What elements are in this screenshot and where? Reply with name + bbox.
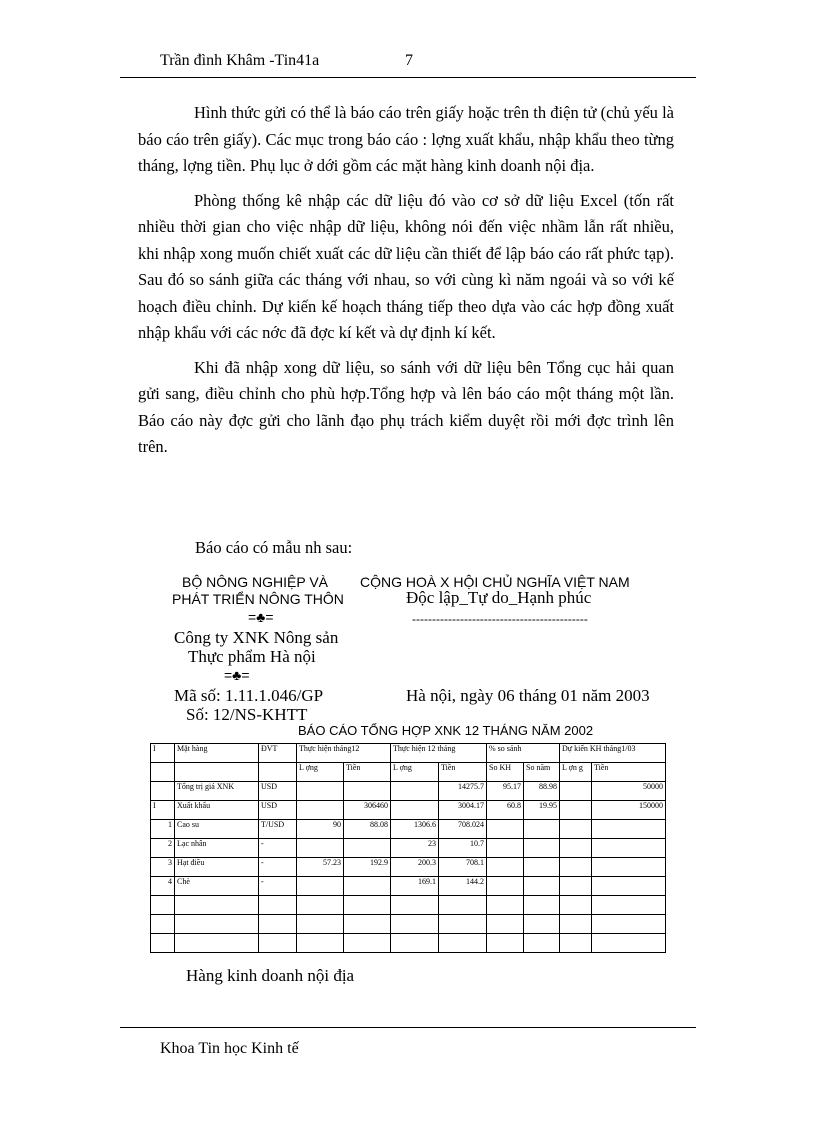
- table-cell: [297, 839, 344, 858]
- table-cell: [560, 820, 592, 839]
- table-cell: T/USD: [259, 820, 297, 839]
- header-cell: Thực hiện tháng12: [297, 744, 391, 763]
- table-cell: [439, 896, 487, 915]
- table-cell: [560, 782, 592, 801]
- table-cell: [592, 896, 666, 915]
- table-cell: [175, 934, 259, 953]
- table-cell: 150000: [592, 801, 666, 820]
- table-cell: [592, 839, 666, 858]
- ornament-2: =♣=: [224, 667, 250, 683]
- table-cell: [560, 801, 592, 820]
- table-cell: [487, 915, 524, 934]
- table-cell: [560, 877, 592, 896]
- table-cell: [524, 858, 560, 877]
- header-cell: ĐVT: [259, 744, 297, 763]
- paragraph-3: Khi đã nhập xong dữ liệu, so sánh với dữ liệu bên Tổng cục hải quan gửi sang, điều chỉnh cho phù hợp.Tổng hợp và lên báo cáo một tháng một lần. Báo cáo này đợc gửi cho lãnh đạo phụ trách kiểm duyệt rồi mới đợc trình lên trên.: [138, 357, 674, 456]
- issue-date: Hà nội, ngày 06 tháng 01 năm 2003: [406, 686, 650, 705]
- table-cell: [592, 820, 666, 839]
- table-cell: [344, 839, 391, 858]
- document-number: Số: 12/NS-KHTT: [186, 705, 308, 724]
- table-cell: [439, 915, 487, 934]
- company-code: Mã số: 1.11.1.046/GP: [174, 686, 324, 705]
- table-cell: -: [259, 839, 297, 858]
- table-cell: [592, 934, 666, 953]
- table-cell: Lạc nhân: [175, 839, 259, 858]
- table-cell: I: [151, 801, 175, 820]
- ornament-1: =♣=: [248, 609, 274, 625]
- table-cell: [344, 782, 391, 801]
- header-rule: [120, 77, 696, 78]
- table-cell: [297, 915, 344, 934]
- table-cell: 169.1: [391, 877, 439, 896]
- table-cell: Hạt điều: [175, 858, 259, 877]
- table-cell: [524, 915, 560, 934]
- table-cell: 1: [151, 820, 175, 839]
- table-cell: [175, 896, 259, 915]
- table-cell: [391, 934, 439, 953]
- footer-rule: [120, 1027, 696, 1028]
- header-cell: Mặt hàng: [175, 744, 259, 763]
- table-cell: 50000: [592, 782, 666, 801]
- table-cell: [297, 896, 344, 915]
- subheader-cell: So KH: [487, 763, 524, 782]
- form-intro: Báo cáo có mẫu nh sau:: [195, 538, 353, 557]
- table-cell: [259, 915, 297, 934]
- table-row: [151, 839, 666, 858]
- table-row: [151, 877, 666, 896]
- table-cell: 1306.6: [391, 820, 439, 839]
- page-footer: Khoa Tin học Kinh tế: [160, 1040, 299, 1057]
- table-cell: [560, 839, 592, 858]
- table-cell: 19.95: [524, 801, 560, 820]
- table-cell: [487, 820, 524, 839]
- table-cell: [439, 934, 487, 953]
- table-subheader-row: [151, 763, 666, 782]
- table-cell: [151, 934, 175, 953]
- subheader-cell: Tiền: [439, 763, 487, 782]
- page-header: [160, 52, 413, 70]
- table-cell: [391, 896, 439, 915]
- header-cell: I: [151, 744, 175, 763]
- body-text: [138, 100, 674, 469]
- table-cell: [524, 934, 560, 953]
- company-line-1: Công ty XNK Nông sản: [174, 628, 339, 647]
- table-cell: 306460: [344, 801, 391, 820]
- table-cell: [344, 915, 391, 934]
- table-cell: [487, 934, 524, 953]
- table-cell: Tổng trị giá XNK: [175, 782, 259, 801]
- table-cell: -: [259, 877, 297, 896]
- table-cell: [592, 915, 666, 934]
- table-cell: 192.9: [344, 858, 391, 877]
- table-cell: [151, 782, 175, 801]
- table-cell: [391, 782, 439, 801]
- table-cell: 90: [297, 820, 344, 839]
- table-cell: [524, 877, 560, 896]
- table-cell: 14275.7: [439, 782, 487, 801]
- table-row: [151, 915, 666, 934]
- subheader-cell: So năm: [524, 763, 560, 782]
- header-cell: Thực hiện 12 tháng: [391, 744, 487, 763]
- table-row: [151, 782, 666, 801]
- paragraph-1: Hình thức gửi có thể là báo cáo trên giấy hoặc trên th điện tử (chủ yếu là báo cáo trên giấy). Các mục trong báo cáo : lợng xuất khẩu, nhập khẩu theo từng tháng, lợng tiền. Phụ lục ở dới gồm các mặt hàng kinh doanh nội địa.: [138, 103, 674, 175]
- table-cell: 10.7: [439, 839, 487, 858]
- table-cell: USD: [259, 782, 297, 801]
- paragraph-2: Phòng thống kê nhập các dữ liệu đó vào cơ sở dữ liệu Excel (tốn rất nhiều thời gian cho việc nhập dữ liệu, không nói đến việc nhầm lẫn rất nhiều, khi nhập xong muốn chiết xuất các dữ liệu cần thiết để lập báo cáo rất phức tạp). Sau đó so sánh giữa các tháng với nhau, so với cùng kì năm ngoái và so với kế hoạch điều chỉnh. Dự kiến kế hoạch tháng tiếp theo dựa vào các hợp đồng xuất nhập khẩu với các nớc đã đợc kí kết và dự định kí kết.: [138, 190, 674, 342]
- report-table: [150, 743, 666, 953]
- table-cell: [560, 934, 592, 953]
- company-line-2: Thực phẩm Hà nội: [188, 647, 316, 666]
- ministry-line-1: BỘ NÔNG NGHIỆP VÀ: [182, 574, 328, 590]
- table-cell: [297, 782, 344, 801]
- table-cell: [487, 858, 524, 877]
- ministry-line-2: PHÁT TRIỂN NÔNG THÔN: [172, 591, 344, 607]
- table-cell: 708.024: [439, 820, 487, 839]
- republic-title: CỘNG HOÀ X HỘI CHỦ NGHĨA VIỆT NAM: [360, 574, 630, 590]
- table-cell: USD: [259, 801, 297, 820]
- table-cell: 3: [151, 858, 175, 877]
- table-row: [151, 858, 666, 877]
- appendix-title: Hàng kinh doanh nội địa: [186, 966, 355, 985]
- table-cell: [344, 896, 391, 915]
- table-row: [151, 896, 666, 915]
- table-cell: [487, 896, 524, 915]
- table-body: [151, 782, 666, 953]
- page-number: 7: [405, 52, 413, 69]
- table-cell: 60.8: [487, 801, 524, 820]
- table-cell: Chè: [175, 877, 259, 896]
- table-cell: [560, 896, 592, 915]
- table-cell: [344, 877, 391, 896]
- table-cell: -: [259, 858, 297, 877]
- table-cell: 23: [391, 839, 439, 858]
- table-cell: 88.98: [524, 782, 560, 801]
- table-cell: [560, 915, 592, 934]
- table-cell: Cao su: [175, 820, 259, 839]
- table-cell: 3004.17: [439, 801, 487, 820]
- table-cell: 200.3: [391, 858, 439, 877]
- motto: Độc lập_Tự do_Hạnh phúc: [406, 588, 592, 607]
- table-cell: [560, 858, 592, 877]
- header-cell: Dự kiến KH tháng1/03: [560, 744, 666, 763]
- subheader-cell: L ợng: [391, 763, 439, 782]
- header-author: Trần đình Khâm -Tin41a: [160, 52, 320, 69]
- table-cell: [592, 858, 666, 877]
- table-cell: 95.17: [487, 782, 524, 801]
- table-cell: [524, 896, 560, 915]
- table-cell: 708.1: [439, 858, 487, 877]
- table-header-row: [151, 744, 666, 763]
- subheader-cell: Tiền: [592, 763, 666, 782]
- table-cell: 88.08: [344, 820, 391, 839]
- table-cell: 144.2: [439, 877, 487, 896]
- table-cell: [487, 839, 524, 858]
- table-cell: [259, 934, 297, 953]
- table-cell: [259, 896, 297, 915]
- table-cell: [592, 877, 666, 896]
- table-row: [151, 820, 666, 839]
- table-cell: [524, 820, 560, 839]
- motto-underline: --------------------------------------------: [412, 612, 588, 626]
- table-cell: [297, 934, 344, 953]
- table-cell: [297, 801, 344, 820]
- table-cell: [391, 801, 439, 820]
- subheader-cell: L ợn g: [560, 763, 592, 782]
- table-cell: 2: [151, 839, 175, 858]
- table-cell: [524, 839, 560, 858]
- header-cell: % so sánh: [487, 744, 560, 763]
- table-cell: [151, 915, 175, 934]
- table-cell: [297, 877, 344, 896]
- table-row: [151, 801, 666, 820]
- table-cell: [391, 915, 439, 934]
- table-row: [151, 934, 666, 953]
- table-cell: [344, 934, 391, 953]
- table-cell: Xuất khẩu: [175, 801, 259, 820]
- table-cell: [175, 915, 259, 934]
- table-cell: 57.23: [297, 858, 344, 877]
- table-cell: [487, 877, 524, 896]
- table-cell: 4: [151, 877, 175, 896]
- subheader-cell: Tiền: [344, 763, 391, 782]
- subheader-cell: L ợng: [297, 763, 344, 782]
- report-title: BÁO CÁO TỔNG HỢP XNK 12 THÁNG NĂM 2002: [298, 723, 594, 738]
- table-cell: [151, 896, 175, 915]
